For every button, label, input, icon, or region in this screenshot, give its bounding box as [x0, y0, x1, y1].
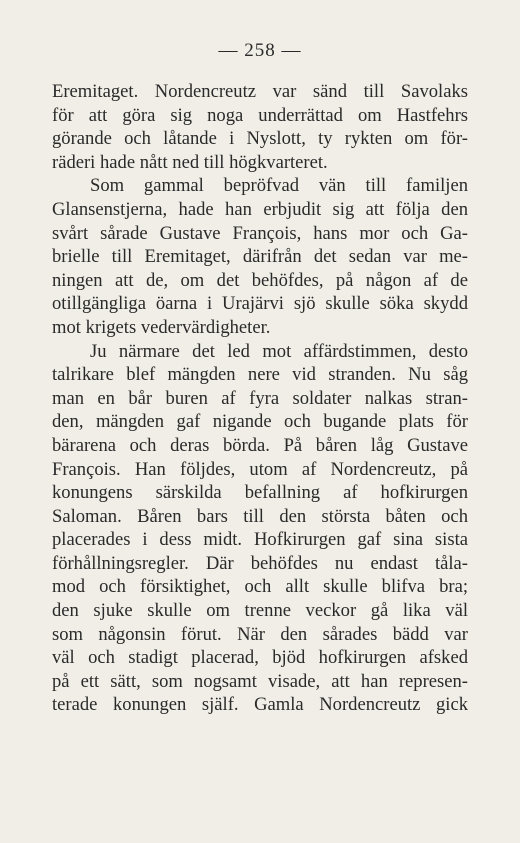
text-line: terade konungen själf. Gamla Nordencreutz gick [52, 694, 468, 716]
body-text [52, 80, 468, 717]
text-line: som någonsin förut. När den sårades bädd var [52, 623, 468, 645]
text-line: konungens särskilda befallning af hofkirurgen [52, 482, 468, 504]
text-line: talrikare blef mängden nere vid stranden. Nu såg [52, 364, 468, 386]
text-line: mot krigets vedervärdigheter. [52, 316, 271, 338]
text-line: på ett sätt, som nogsamt visade, att han represen- [52, 670, 468, 692]
text-line: placerades i dess midt. Hofkirurgen gaf sina sista [52, 529, 468, 551]
text-line: François. Han följdes, utom af Nordencreutz, på [52, 458, 468, 480]
text-line: Ju närmare det led mot affärdstimmen, desto [90, 340, 468, 362]
text-line: brielle till Eremitaget, därifrån det sedan var me- [52, 246, 468, 268]
text-line: räderi hade nått ned till högkvarteret. [52, 151, 328, 173]
text-line: väl och stadigt placerad, bjöd hofkirurgen afsked [52, 647, 468, 669]
text-line: görande och låtande i Nyslott, ty rykten om för- [52, 128, 468, 150]
text-line: förhållningsregler. Där behöfdes nu endast tåla- [52, 552, 468, 574]
text-line: ningen att de, om det behöfdes, på någon af de [52, 269, 468, 291]
text-line: Som gammal bepröfvad vän till familjen [90, 175, 468, 197]
text-line: man en bår buren af fyra soldater nalkas stran- [52, 387, 468, 409]
text-line: otillgängliga öarna i Urajärvi sjö skulle söka skydd [52, 293, 468, 315]
page-number: — 258 — [218, 40, 302, 61]
text-line: den, mängden gaf nigande och bugande plats för [52, 411, 468, 433]
text-line: för att göra sig noga underrättad om Hastfehrs [52, 104, 468, 126]
text-line: mod och försiktighet, och allt skulle blifva bra; [52, 576, 468, 598]
text-line: den sjuke skulle om trenne veckor gå lika väl [52, 600, 468, 622]
text-line: Saloman. Båren bars till den största båten och [52, 505, 468, 527]
text-line: bärarena och deras börda. På båren låg Gustave [52, 434, 468, 456]
text-line: svårt sårade Gustave François, hans mor och Ga- [52, 222, 468, 244]
text-line: Eremitaget. Nordencreutz var sänd till Savolaks [52, 81, 468, 102]
text-line: Glansenstjerna, hade han erbjudit sig att följa den [52, 198, 468, 220]
